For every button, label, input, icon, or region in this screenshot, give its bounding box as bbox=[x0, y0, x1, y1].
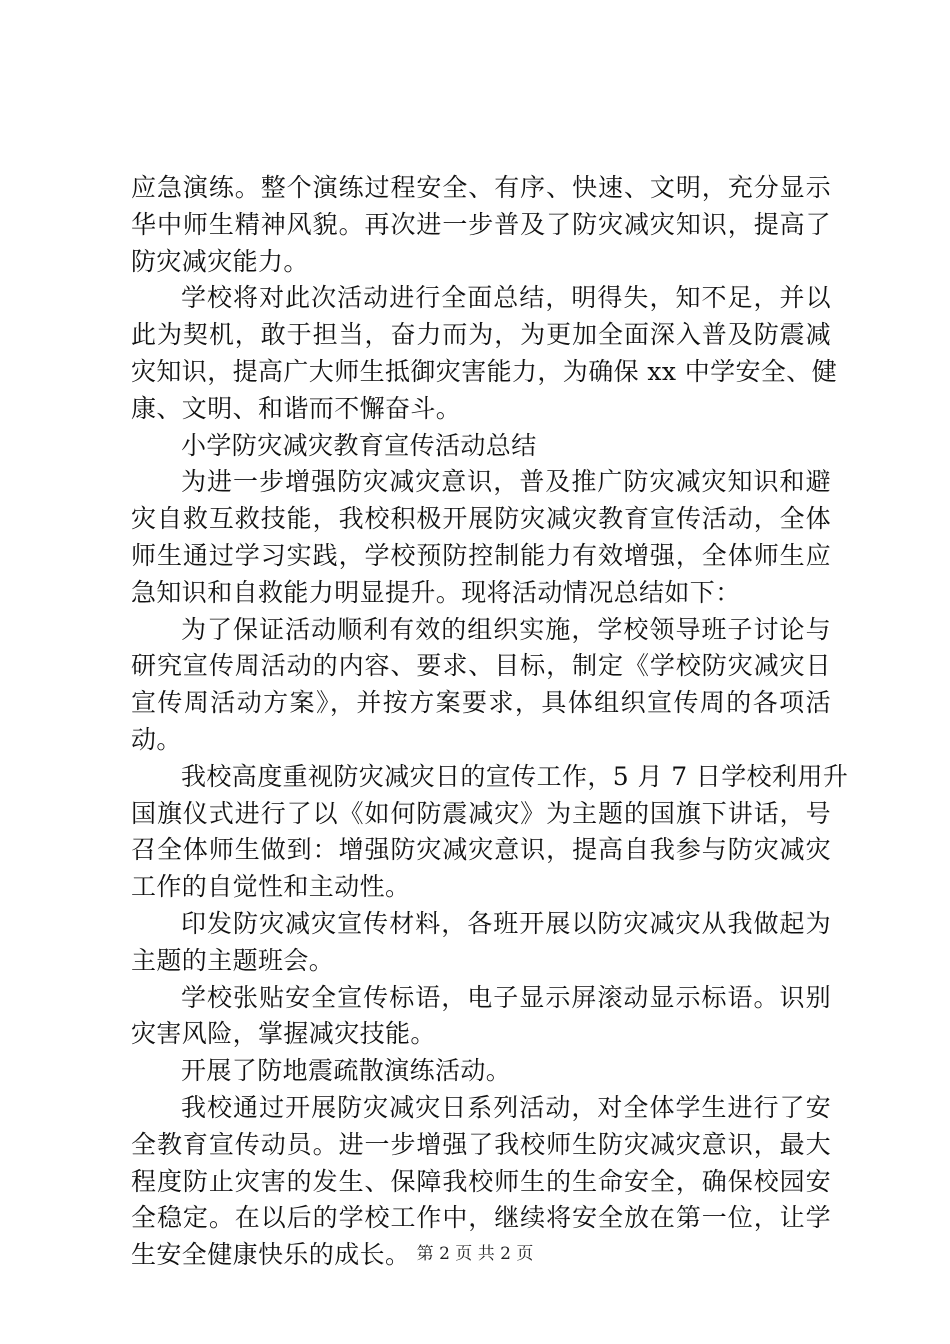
text-line: 全稳定。在以后的学校工作中，继续将安全放在第一位，让学 bbox=[131, 1203, 831, 1233]
text-line: 工作的自觉性和主动性。 bbox=[131, 872, 411, 902]
text-line: 灾知识，提高广大师生抵御灾害能力，为确保 xx 中学安全、健 bbox=[131, 356, 838, 386]
text-line: 动。 bbox=[131, 724, 182, 754]
document-body bbox=[131, 170, 849, 1274]
text-line: 国旗仪式进行了以《如何防震减灾》为主题的国旗下讲话，号 bbox=[131, 798, 831, 828]
text-line: 急知识和自救能力明显提升。现将活动情况总结如下： bbox=[131, 577, 741, 607]
text-line: 华中师生精神风貌。再次进一步普及了防灾减灾知识，提高了 bbox=[131, 209, 831, 239]
text-line: 灾害风险，掌握减灾技能。 bbox=[131, 1019, 436, 1049]
paragraph-start-line: 我校通过开展防灾减灾日系列活动，对全体学生进行了安 bbox=[181, 1092, 831, 1122]
paragraph-start-line: 我校高度重视防灾减灾日的宣传工作，5 月 7 日学校利用升 bbox=[181, 761, 849, 791]
paragraph-start-line: 学校张贴安全宣传标语，电子显示屏滚动显示标语。识别 bbox=[181, 982, 831, 1012]
paragraph-start-line: 为了保证活动顺利有效的组织实施，学校领导班子讨论与 bbox=[181, 614, 831, 644]
page-footer: 第 2 页 共 2 页 bbox=[416, 1244, 534, 1264]
paragraph-start-line: 印发防灾减灾宣传材料，各班开展以防灾减灾从我做起为 bbox=[181, 908, 831, 938]
text-line: 宣传周活动方案》，并按方案要求，具体组织宣传周的各项活 bbox=[131, 688, 831, 718]
text-line: 防灾减灾能力。 bbox=[131, 246, 309, 276]
text-line: 全教育宣传动员。进一步增强了我校师生防灾减灾意识，最大 bbox=[131, 1129, 831, 1159]
paragraph-start-line: 学校将对此次活动进行全面总结，明得失，知不足，并以 bbox=[181, 283, 831, 313]
text-line: 灾自救互救技能，我校积极开展防灾减灾教育宣传活动，全体 bbox=[131, 504, 831, 534]
text-line: 程度防止灾害的发生、保障我校师生的生命安全，确保校园安 bbox=[131, 1166, 831, 1196]
text-line: 生安全健康快乐的成长。 bbox=[131, 1240, 411, 1270]
paragraph-start-line: 为进一步增强防灾减灾意识，普及推广防灾减灾知识和避 bbox=[181, 467, 831, 497]
text-line: 此为契机，敢于担当，奋力而为，为更加全面深入普及防震减 bbox=[131, 320, 831, 350]
text-line: 主题的主题班会。 bbox=[131, 945, 335, 975]
section-heading: 小学防灾减灾教育宣传活动总结 bbox=[181, 430, 537, 460]
text-line: 应急演练。整个演练过程安全、有序、快速、文明，充分显示 bbox=[131, 173, 831, 202]
text-line: 研究宣传周活动的内容、要求、目标，制定《学校防灾减灾日 bbox=[131, 651, 831, 681]
text-line: 康、文明、和谐而不懈奋斗。 bbox=[131, 393, 462, 423]
text-line: 召全体师生做到：增强防灾减灾意识，提高自我参与防灾减灾 bbox=[131, 835, 831, 865]
text-line: 师生通过学习实践，学校预防控制能力有效增强，全体师生应 bbox=[131, 540, 831, 570]
paragraph-start-line: 开展了防地震疏散演练活动。 bbox=[181, 1056, 512, 1086]
